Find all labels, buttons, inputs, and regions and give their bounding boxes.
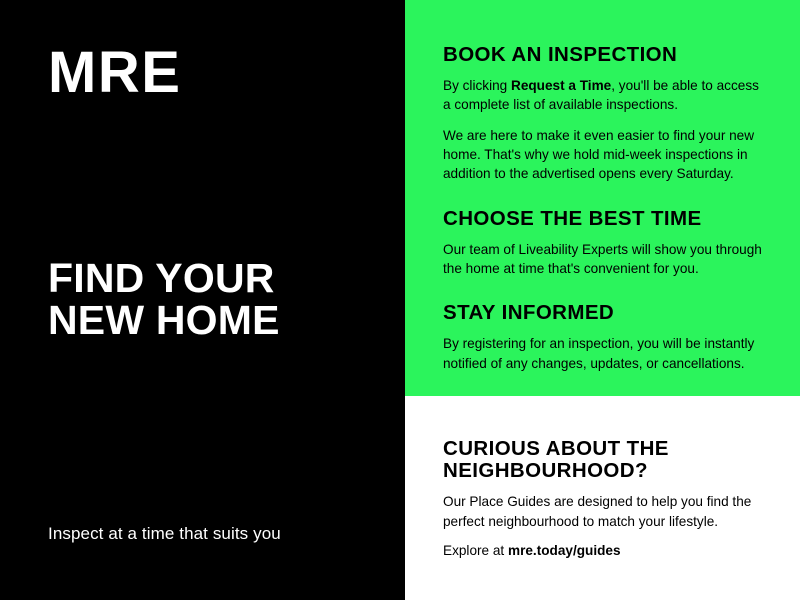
request-a-time-emphasis: Request a Time — [511, 78, 612, 94]
section-choose-paragraph-1: Our team of Liveability Experts will show you through the home at time that's convenient for you. — [443, 241, 762, 277]
neighbourhood-paragraph: Our Place Guides are designed to help you find the perfect neighbourhood to match your lifestyle. — [443, 494, 752, 529]
green-info-panel — [405, 0, 800, 396]
headline-line-1: FIND YOUR — [48, 255, 275, 301]
section-book-paragraph-2: We are here to make it even easier to find your new home. That's why we hold mid-week inspections in addition to the advertised opens every Saturday. — [443, 127, 755, 182]
explore-line — [443, 543, 770, 558]
section-title-choose-the-best-time: CHOOSE THE BEST TIME — [443, 206, 702, 230]
headline-line-2: NEW HOME — [48, 296, 280, 343]
white-info-panel — [405, 396, 800, 600]
page-title — [48, 255, 280, 343]
tagline: Inspect at a time that suits you — [48, 524, 281, 543]
right-column — [405, 0, 800, 600]
section-stay-paragraph-1: By registering for an inspection, you will be instantly notified of any changes, updates, or cancellations. — [443, 336, 755, 371]
book-para1-suffix: , you'll be able to access a complete list of available inspections. — [443, 78, 759, 113]
section-title-neighbourhood — [443, 438, 770, 482]
section-book-paragraph-1 — [443, 76, 770, 115]
guides-link[interactable]: mre.today/guides — [507, 542, 621, 558]
book-para1-prefix: By clicking — [443, 78, 511, 94]
neighbourhood-title-line-2: NEIGHBOURHOOD? — [443, 459, 648, 483]
neighbourhood-title-line-1: CURIOUS ABOUT THE — [443, 437, 669, 460]
explore-prefix: Explore at — [443, 542, 508, 558]
brand-logo: MRE — [48, 40, 182, 105]
section-title-stay-informed: STAY INFORMED — [443, 301, 615, 325]
section-title-book-an-inspection: BOOK AN INSPECTION — [443, 43, 678, 66]
